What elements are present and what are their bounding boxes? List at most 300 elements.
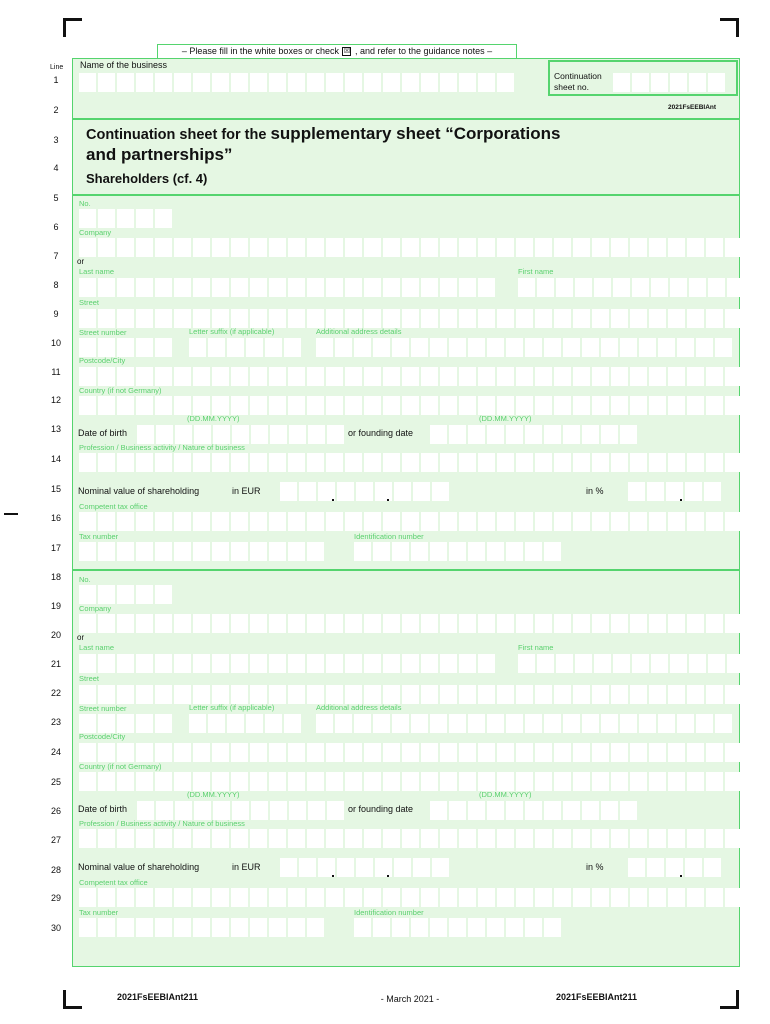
input-cell[interactable] [174, 367, 191, 386]
input-cell[interactable] [345, 238, 362, 257]
input-cell[interactable] [345, 367, 362, 386]
input-cell[interactable] [478, 453, 495, 472]
input-cell[interactable] [231, 829, 248, 848]
input-cell[interactable] [326, 829, 343, 848]
input-cell[interactable] [639, 714, 656, 733]
input-cell[interactable] [383, 396, 400, 415]
input-cell[interactable] [649, 367, 666, 386]
input-cell[interactable] [383, 309, 400, 328]
input-cell[interactable] [725, 512, 742, 531]
postcode-city-field[interactable] [79, 367, 742, 386]
input-cell[interactable] [212, 542, 229, 561]
input-cell[interactable] [156, 801, 173, 820]
input-cell[interactable] [246, 338, 263, 357]
input-cell[interactable] [706, 367, 723, 386]
input-cell[interactable] [544, 542, 561, 561]
input-cell[interactable] [487, 801, 504, 820]
input-cell[interactable] [554, 453, 571, 472]
input-cell[interactable] [373, 918, 390, 937]
input-cell[interactable] [155, 238, 172, 257]
input-cell[interactable] [630, 512, 647, 531]
input-cell[interactable] [250, 829, 267, 848]
input-cell[interactable] [212, 367, 229, 386]
shareholder-number-field[interactable] [79, 585, 172, 604]
input-cell[interactable] [155, 714, 172, 733]
input-cell[interactable] [487, 542, 504, 561]
input-cell[interactable] [432, 482, 449, 501]
input-cell[interactable] [265, 338, 282, 357]
input-cell[interactable] [175, 801, 192, 820]
input-cell[interactable] [449, 542, 466, 561]
input-cell[interactable] [706, 772, 723, 791]
input-cell[interactable] [440, 238, 457, 257]
input-cell[interactable] [288, 396, 305, 415]
input-cell[interactable] [117, 743, 134, 762]
input-cell[interactable] [411, 918, 428, 937]
input-cell[interactable] [468, 714, 485, 733]
input-cell[interactable] [689, 73, 706, 92]
input-cell[interactable] [535, 888, 552, 907]
input-cell[interactable] [383, 278, 400, 297]
input-cell[interactable] [326, 367, 343, 386]
input-cell[interactable] [497, 614, 514, 633]
input-cell[interactable] [98, 209, 115, 228]
input-cell[interactable] [79, 367, 96, 386]
input-cell[interactable] [354, 338, 371, 357]
input-cell[interactable] [421, 888, 438, 907]
street-number-field[interactable] [79, 714, 172, 733]
input-cell[interactable] [383, 888, 400, 907]
input-cell[interactable] [269, 396, 286, 415]
input-cell[interactable] [193, 829, 210, 848]
input-cell[interactable] [687, 396, 704, 415]
input-cell[interactable] [193, 453, 210, 472]
input-cell[interactable] [194, 425, 211, 444]
input-cell[interactable] [440, 309, 457, 328]
input-cell[interactable] [136, 743, 153, 762]
input-cell[interactable] [299, 482, 316, 501]
country-field[interactable] [79, 396, 742, 415]
input-cell[interactable] [573, 685, 590, 704]
input-cell[interactable] [98, 453, 115, 472]
input-cell[interactable] [554, 512, 571, 531]
input-cell[interactable] [337, 482, 354, 501]
input-cell[interactable] [440, 512, 457, 531]
input-cell[interactable] [459, 685, 476, 704]
input-cell[interactable] [375, 858, 392, 877]
input-cell[interactable] [649, 614, 666, 633]
founding-date-field[interactable] [430, 425, 637, 444]
tax-office-field[interactable] [79, 512, 742, 531]
input-cell[interactable] [402, 367, 419, 386]
input-cell[interactable] [373, 714, 390, 733]
input-cell[interactable] [79, 614, 96, 633]
input-cell[interactable] [212, 654, 229, 673]
input-cell[interactable] [402, 453, 419, 472]
input-cell[interactable] [630, 743, 647, 762]
input-cell[interactable] [288, 685, 305, 704]
input-cell[interactable] [326, 743, 343, 762]
input-cell[interactable] [554, 614, 571, 633]
input-cell[interactable] [537, 654, 554, 673]
input-cell[interactable] [402, 829, 419, 848]
input-cell[interactable] [535, 396, 552, 415]
input-cell[interactable] [208, 714, 225, 733]
input-cell[interactable] [231, 542, 248, 561]
tax-number-field[interactable] [79, 918, 324, 937]
input-cell[interactable] [136, 238, 153, 257]
input-cell[interactable] [193, 888, 210, 907]
input-cell[interactable] [307, 278, 324, 297]
input-cell[interactable] [117, 585, 134, 604]
input-cell[interactable] [573, 453, 590, 472]
input-cell[interactable] [251, 801, 268, 820]
input-cell[interactable] [573, 772, 590, 791]
input-cell[interactable] [649, 685, 666, 704]
input-cell[interactable] [651, 73, 668, 92]
input-cell[interactable] [269, 888, 286, 907]
input-cell[interactable] [649, 888, 666, 907]
input-cell[interactable] [630, 685, 647, 704]
input-cell[interactable] [117, 309, 134, 328]
input-cell[interactable] [307, 367, 324, 386]
input-cell[interactable] [573, 512, 590, 531]
input-cell[interactable] [620, 338, 637, 357]
input-cell[interactable] [497, 367, 514, 386]
input-cell[interactable] [364, 743, 381, 762]
input-cell[interactable] [725, 453, 742, 472]
input-cell[interactable] [269, 772, 286, 791]
input-cell[interactable] [392, 714, 409, 733]
input-cell[interactable] [478, 743, 495, 762]
input-cell[interactable] [174, 654, 191, 673]
input-cell[interactable] [98, 309, 115, 328]
input-cell[interactable] [79, 685, 96, 704]
input-cell[interactable] [98, 396, 115, 415]
input-cell[interactable] [155, 278, 172, 297]
input-cell[interactable] [250, 614, 267, 633]
input-cell[interactable] [668, 614, 685, 633]
input-cell[interactable] [413, 482, 430, 501]
input-cell[interactable] [79, 542, 96, 561]
input-cell[interactable] [696, 338, 713, 357]
input-cell[interactable] [212, 453, 229, 472]
input-cell[interactable] [649, 238, 666, 257]
input-cell[interactable] [478, 888, 495, 907]
input-cell[interactable] [556, 654, 573, 673]
input-cell[interactable] [592, 238, 609, 257]
input-cell[interactable] [269, 73, 286, 92]
input-cell[interactable] [449, 425, 466, 444]
input-cell[interactable] [174, 309, 191, 328]
input-cell[interactable] [136, 209, 153, 228]
input-cell[interactable] [288, 772, 305, 791]
nominal-value-field[interactable] [280, 858, 449, 877]
percentage-field[interactable] [628, 858, 721, 877]
input-cell[interactable] [174, 888, 191, 907]
input-cell[interactable] [212, 918, 229, 937]
letter-suffix-field[interactable] [189, 338, 301, 357]
identification-number-field[interactable] [354, 542, 561, 561]
input-cell[interactable] [611, 685, 628, 704]
input-cell[interactable] [98, 888, 115, 907]
input-cell[interactable] [516, 309, 533, 328]
input-cell[interactable] [708, 73, 725, 92]
input-cell[interactable] [601, 801, 618, 820]
input-cell[interactable] [155, 338, 172, 357]
input-cell[interactable] [497, 829, 514, 848]
input-cell[interactable] [79, 209, 96, 228]
input-cell[interactable] [506, 425, 523, 444]
input-cell[interactable] [468, 338, 485, 357]
input-cell[interactable] [725, 614, 742, 633]
input-cell[interactable] [136, 396, 153, 415]
last-name-field[interactable] [79, 654, 495, 673]
input-cell[interactable] [535, 512, 552, 531]
postcode-city-field[interactable] [79, 743, 742, 762]
input-cell[interactable] [421, 772, 438, 791]
input-cell[interactable] [668, 396, 685, 415]
input-cell[interactable] [411, 542, 428, 561]
input-cell[interactable] [288, 743, 305, 762]
input-cell[interactable] [632, 278, 649, 297]
input-cell[interactable] [563, 801, 580, 820]
input-cell[interactable] [628, 482, 645, 501]
input-cell[interactable] [136, 918, 153, 937]
input-cell[interactable] [269, 685, 286, 704]
input-cell[interactable] [459, 278, 476, 297]
input-cell[interactable] [155, 743, 172, 762]
input-cell[interactable] [175, 425, 192, 444]
input-cell[interactable] [516, 685, 533, 704]
input-cell[interactable] [497, 772, 514, 791]
input-cell[interactable] [658, 714, 675, 733]
input-cell[interactable] [270, 425, 287, 444]
input-cell[interactable] [668, 512, 685, 531]
input-cell[interactable] [459, 309, 476, 328]
input-cell[interactable] [594, 654, 611, 673]
input-cell[interactable] [685, 482, 702, 501]
input-cell[interactable] [440, 367, 457, 386]
input-cell[interactable] [516, 453, 533, 472]
input-cell[interactable] [430, 338, 447, 357]
input-cell[interactable] [402, 396, 419, 415]
input-cell[interactable] [668, 238, 685, 257]
input-cell[interactable] [554, 309, 571, 328]
input-cell[interactable] [326, 888, 343, 907]
input-cell[interactable] [430, 801, 447, 820]
input-cell[interactable] [79, 714, 96, 733]
input-cell[interactable] [430, 918, 447, 937]
input-cell[interactable] [402, 743, 419, 762]
input-cell[interactable] [155, 396, 172, 415]
input-cell[interactable] [582, 801, 599, 820]
input-cell[interactable] [402, 888, 419, 907]
input-cell[interactable] [136, 714, 153, 733]
input-cell[interactable] [250, 743, 267, 762]
input-cell[interactable] [402, 309, 419, 328]
input-cell[interactable] [518, 278, 535, 297]
input-cell[interactable] [573, 743, 590, 762]
input-cell[interactable] [611, 772, 628, 791]
input-cell[interactable] [174, 743, 191, 762]
input-cell[interactable] [725, 772, 742, 791]
input-cell[interactable] [136, 829, 153, 848]
input-cell[interactable] [250, 367, 267, 386]
input-cell[interactable] [394, 482, 411, 501]
input-cell[interactable] [326, 654, 343, 673]
input-cell[interactable] [212, 685, 229, 704]
input-cell[interactable] [212, 614, 229, 633]
input-cell[interactable] [563, 338, 580, 357]
input-cell[interactable] [174, 614, 191, 633]
input-cell[interactable] [535, 367, 552, 386]
input-cell[interactable] [506, 542, 523, 561]
input-cell[interactable] [611, 743, 628, 762]
input-cell[interactable] [174, 238, 191, 257]
input-cell[interactable] [478, 512, 495, 531]
input-cell[interactable] [250, 238, 267, 257]
input-cell[interactable] [715, 714, 732, 733]
input-cell[interactable] [497, 685, 514, 704]
input-cell[interactable] [668, 367, 685, 386]
input-cell[interactable] [440, 772, 457, 791]
input-cell[interactable] [79, 338, 96, 357]
input-cell[interactable] [689, 278, 706, 297]
input-cell[interactable] [573, 238, 590, 257]
input-cell[interactable] [611, 453, 628, 472]
input-cell[interactable] [611, 829, 628, 848]
input-cell[interactable] [525, 338, 542, 357]
input-cell[interactable] [392, 338, 409, 357]
first-name-field[interactable] [518, 654, 744, 673]
input-cell[interactable] [335, 338, 352, 357]
input-cell[interactable] [459, 743, 476, 762]
input-cell[interactable] [592, 453, 609, 472]
input-cell[interactable] [326, 614, 343, 633]
input-cell[interactable] [582, 338, 599, 357]
input-cell[interactable] [250, 512, 267, 531]
input-cell[interactable] [573, 614, 590, 633]
input-cell[interactable] [269, 743, 286, 762]
input-cell[interactable] [373, 542, 390, 561]
input-cell[interactable] [582, 714, 599, 733]
input-cell[interactable] [516, 367, 533, 386]
input-cell[interactable] [535, 772, 552, 791]
input-cell[interactable] [155, 585, 172, 604]
input-cell[interactable] [516, 772, 533, 791]
input-cell[interactable] [649, 512, 666, 531]
input-cell[interactable] [449, 338, 466, 357]
input-cell[interactable] [402, 278, 419, 297]
input-cell[interactable] [725, 685, 742, 704]
input-cell[interactable] [250, 654, 267, 673]
input-cell[interactable] [459, 888, 476, 907]
input-cell[interactable] [687, 772, 704, 791]
input-cell[interactable] [231, 772, 248, 791]
input-cell[interactable] [194, 801, 211, 820]
input-cell[interactable] [307, 743, 324, 762]
input-cell[interactable] [668, 743, 685, 762]
input-cell[interactable] [478, 73, 495, 92]
input-cell[interactable] [594, 278, 611, 297]
input-cell[interactable] [335, 714, 352, 733]
input-cell[interactable] [611, 309, 628, 328]
input-cell[interactable] [136, 614, 153, 633]
percentage-field[interactable] [628, 482, 721, 501]
input-cell[interactable] [575, 278, 592, 297]
input-cell[interactable] [345, 614, 362, 633]
input-cell[interactable] [193, 685, 210, 704]
input-cell[interactable] [601, 425, 618, 444]
input-cell[interactable] [516, 512, 533, 531]
input-cell[interactable] [430, 714, 447, 733]
input-cell[interactable] [725, 238, 742, 257]
input-cell[interactable] [316, 338, 333, 357]
input-cell[interactable] [544, 714, 561, 733]
input-cell[interactable] [364, 367, 381, 386]
input-cell[interactable] [554, 743, 571, 762]
input-cell[interactable] [308, 801, 325, 820]
input-cell[interactable] [136, 585, 153, 604]
input-cell[interactable] [231, 309, 248, 328]
input-cell[interactable] [174, 512, 191, 531]
input-cell[interactable] [383, 829, 400, 848]
input-cell[interactable] [98, 367, 115, 386]
input-cell[interactable] [468, 542, 485, 561]
input-cell[interactable] [670, 654, 687, 673]
input-cell[interactable] [392, 918, 409, 937]
input-cell[interactable] [535, 309, 552, 328]
input-cell[interactable] [79, 918, 96, 937]
input-cell[interactable] [356, 858, 373, 877]
input-cell[interactable] [630, 772, 647, 791]
founding-date-field[interactable] [430, 801, 637, 820]
input-cell[interactable] [727, 278, 744, 297]
input-cell[interactable] [459, 238, 476, 257]
input-cell[interactable] [269, 829, 286, 848]
input-cell[interactable] [383, 614, 400, 633]
input-cell[interactable] [573, 396, 590, 415]
input-cell[interactable] [345, 743, 362, 762]
input-cell[interactable] [98, 73, 115, 92]
input-cell[interactable] [98, 278, 115, 297]
input-cell[interactable] [421, 685, 438, 704]
input-cell[interactable] [326, 309, 343, 328]
input-cell[interactable] [288, 918, 305, 937]
input-cell[interactable] [478, 309, 495, 328]
input-cell[interactable] [193, 918, 210, 937]
input-cell[interactable] [459, 512, 476, 531]
input-cell[interactable] [364, 396, 381, 415]
input-cell[interactable] [402, 772, 419, 791]
input-cell[interactable] [250, 309, 267, 328]
identification-number-field[interactable] [354, 918, 561, 937]
input-cell[interactable] [432, 858, 449, 877]
input-cell[interactable] [307, 396, 324, 415]
input-cell[interactable] [137, 801, 154, 820]
input-cell[interactable] [193, 396, 210, 415]
input-cell[interactable] [421, 743, 438, 762]
input-cell[interactable] [630, 396, 647, 415]
input-cell[interactable] [212, 309, 229, 328]
input-cell[interactable] [98, 654, 115, 673]
input-cell[interactable] [193, 278, 210, 297]
input-cell[interactable] [136, 542, 153, 561]
input-cell[interactable] [117, 542, 134, 561]
input-cell[interactable] [677, 338, 694, 357]
input-cell[interactable] [630, 238, 647, 257]
